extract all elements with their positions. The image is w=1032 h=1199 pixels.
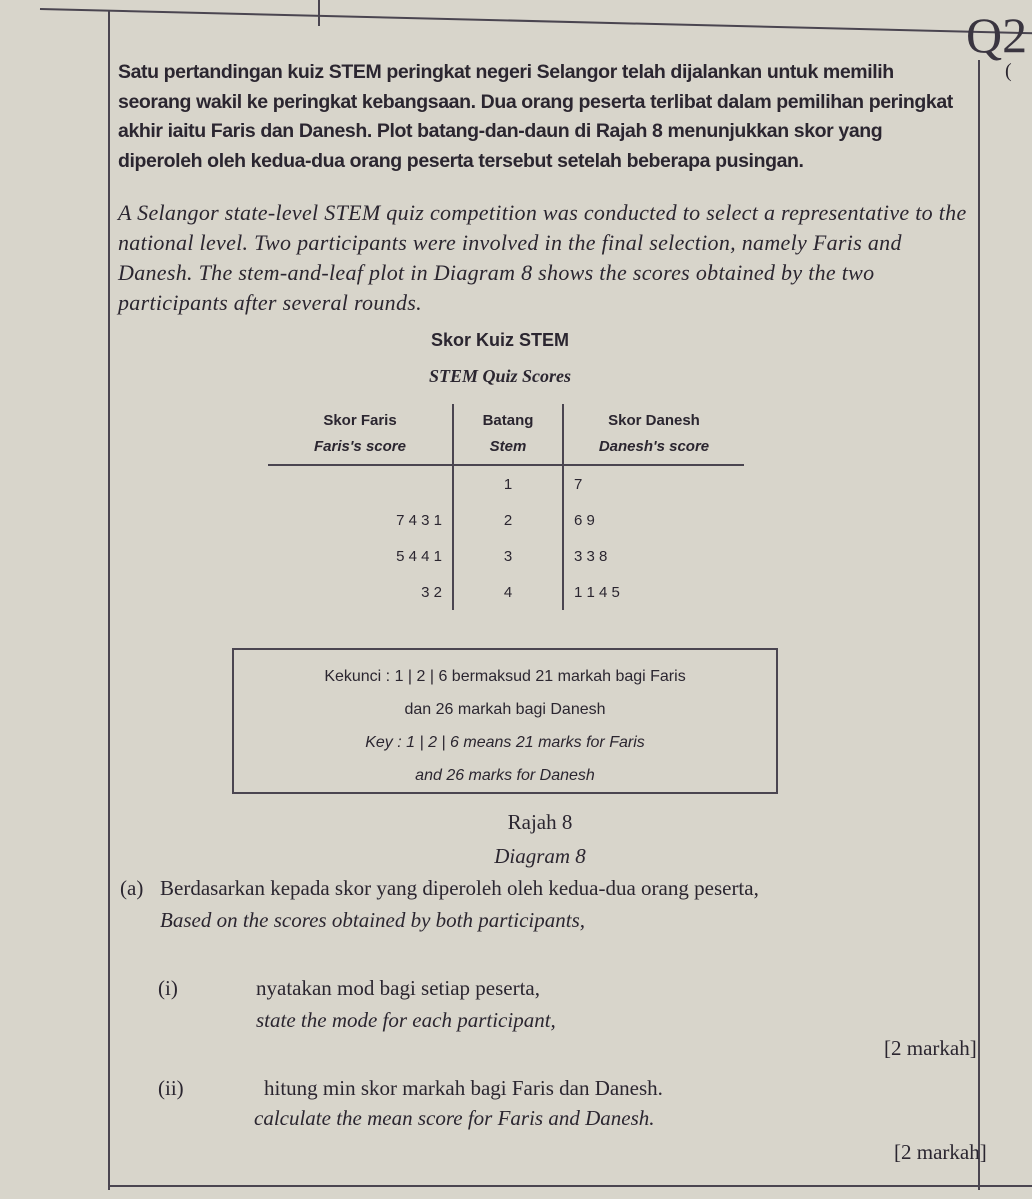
header-faris-en: Faris's score — [314, 438, 406, 455]
caption-english: Diagram 8 — [494, 844, 586, 868]
key-malay-2: dan 26 markah bagi Danesh — [404, 701, 606, 718]
stem: 3 — [453, 538, 563, 574]
part-ii-label: (ii) — [158, 1076, 184, 1100]
header-stem: Batang — [482, 412, 534, 429]
faris-leaves: 5 4 4 1 — [268, 538, 453, 574]
stem: 4 — [453, 574, 563, 610]
key-english-1: Key : 1 | 2 | 6 means 21 marks for Faris — [365, 734, 645, 751]
part-a-english: Based on the scores obtained by both participants, — [160, 908, 586, 932]
danesh-leaves: 7 — [574, 475, 583, 493]
part-ii-english: calculate the mean score for Faris and Danesh. — [254, 1106, 655, 1130]
table-row — [268, 502, 744, 538]
danesh-leaves: 3 3 8 — [574, 547, 608, 565]
stem: 1 — [453, 465, 563, 502]
part-i-label: (i) — [158, 976, 178, 1000]
part-ii-marks: [2 markah] — [894, 1140, 987, 1164]
plot-title-english: STEM Quiz Scores — [428, 366, 572, 386]
right-border-line — [978, 60, 980, 1190]
plot-key-box — [232, 648, 778, 794]
top-border-line — [40, 8, 1032, 34]
part-i-marks: [2 markah] — [884, 1036, 977, 1060]
table-row — [268, 465, 744, 502]
danesh-leaves: 6 9 — [574, 511, 595, 529]
faris-leaves: 3 2 — [268, 574, 453, 610]
table-row — [268, 574, 744, 610]
intro-malay: Satu pertandingan kuiz STEM peringkat negeri Selangor telah dijalankan untuk memilih seorang wakil ke peringkat kebangsaan. Dua orang peserta terlibat dalam pemilihan peringkat akhir iaitu Faris dan Danesh. Plot batang-dan-daun di Rajah 8 menunjukkan skor yang diperoleh oleh kedua-dua orang peserta tersebut setelah beberapa pusingan. — [118, 61, 953, 172]
key-english-2: and 26 marks for Danesh — [415, 767, 595, 784]
left-border-line — [108, 10, 110, 1190]
caption-malay: Rajah 8 — [507, 810, 573, 834]
faris-leaves — [268, 465, 453, 502]
plot-title-malay: Skor Kuiz STEM — [430, 330, 569, 350]
faris-leaves: 7 4 3 1 — [268, 502, 453, 538]
table-row — [268, 538, 744, 574]
question-number: Q2 — [966, 7, 1028, 63]
intro-english: A Selangor state-level STEM quiz competition was conducted to select a representative to the national level. Two participants were involved in the final selection, namely Faris and Danesh. The stem-and-leaf plot in Diagram 8 shows the scores obtained by the two participants after several rounds. — [118, 200, 967, 315]
part-a-malay: Berdasarkan kepada skor yang diperoleh oleh kedua-dua orang peserta, — [160, 876, 759, 900]
part-ii-malay: hitung min skor markah bagi Faris dan Danesh. — [264, 1076, 663, 1100]
part-i-malay: nyatakan mod bagi setiap peserta, — [256, 976, 540, 1000]
header-danesh: Skor Danesh — [608, 412, 700, 429]
stem: 2 — [453, 502, 563, 538]
header-faris: Skor Faris — [323, 412, 397, 429]
header-divider — [318, 0, 320, 26]
margin-mark: ( — [1005, 60, 1012, 82]
part-a-label: (a) — [120, 876, 144, 900]
header-danesh-en: Danesh's score — [598, 438, 710, 455]
danesh-leaves: 1 1 4 5 — [574, 583, 620, 601]
bottom-border-line — [108, 1185, 1032, 1187]
stem-and-leaf-plot — [268, 404, 744, 610]
key-malay-1: Kekunci : 1 | 2 | 6 bermaksud 21 markah bagi Faris — [324, 668, 686, 685]
part-i-english: state the mode for each participant, — [256, 1008, 556, 1032]
header-stem-en: Stem — [489, 438, 527, 455]
